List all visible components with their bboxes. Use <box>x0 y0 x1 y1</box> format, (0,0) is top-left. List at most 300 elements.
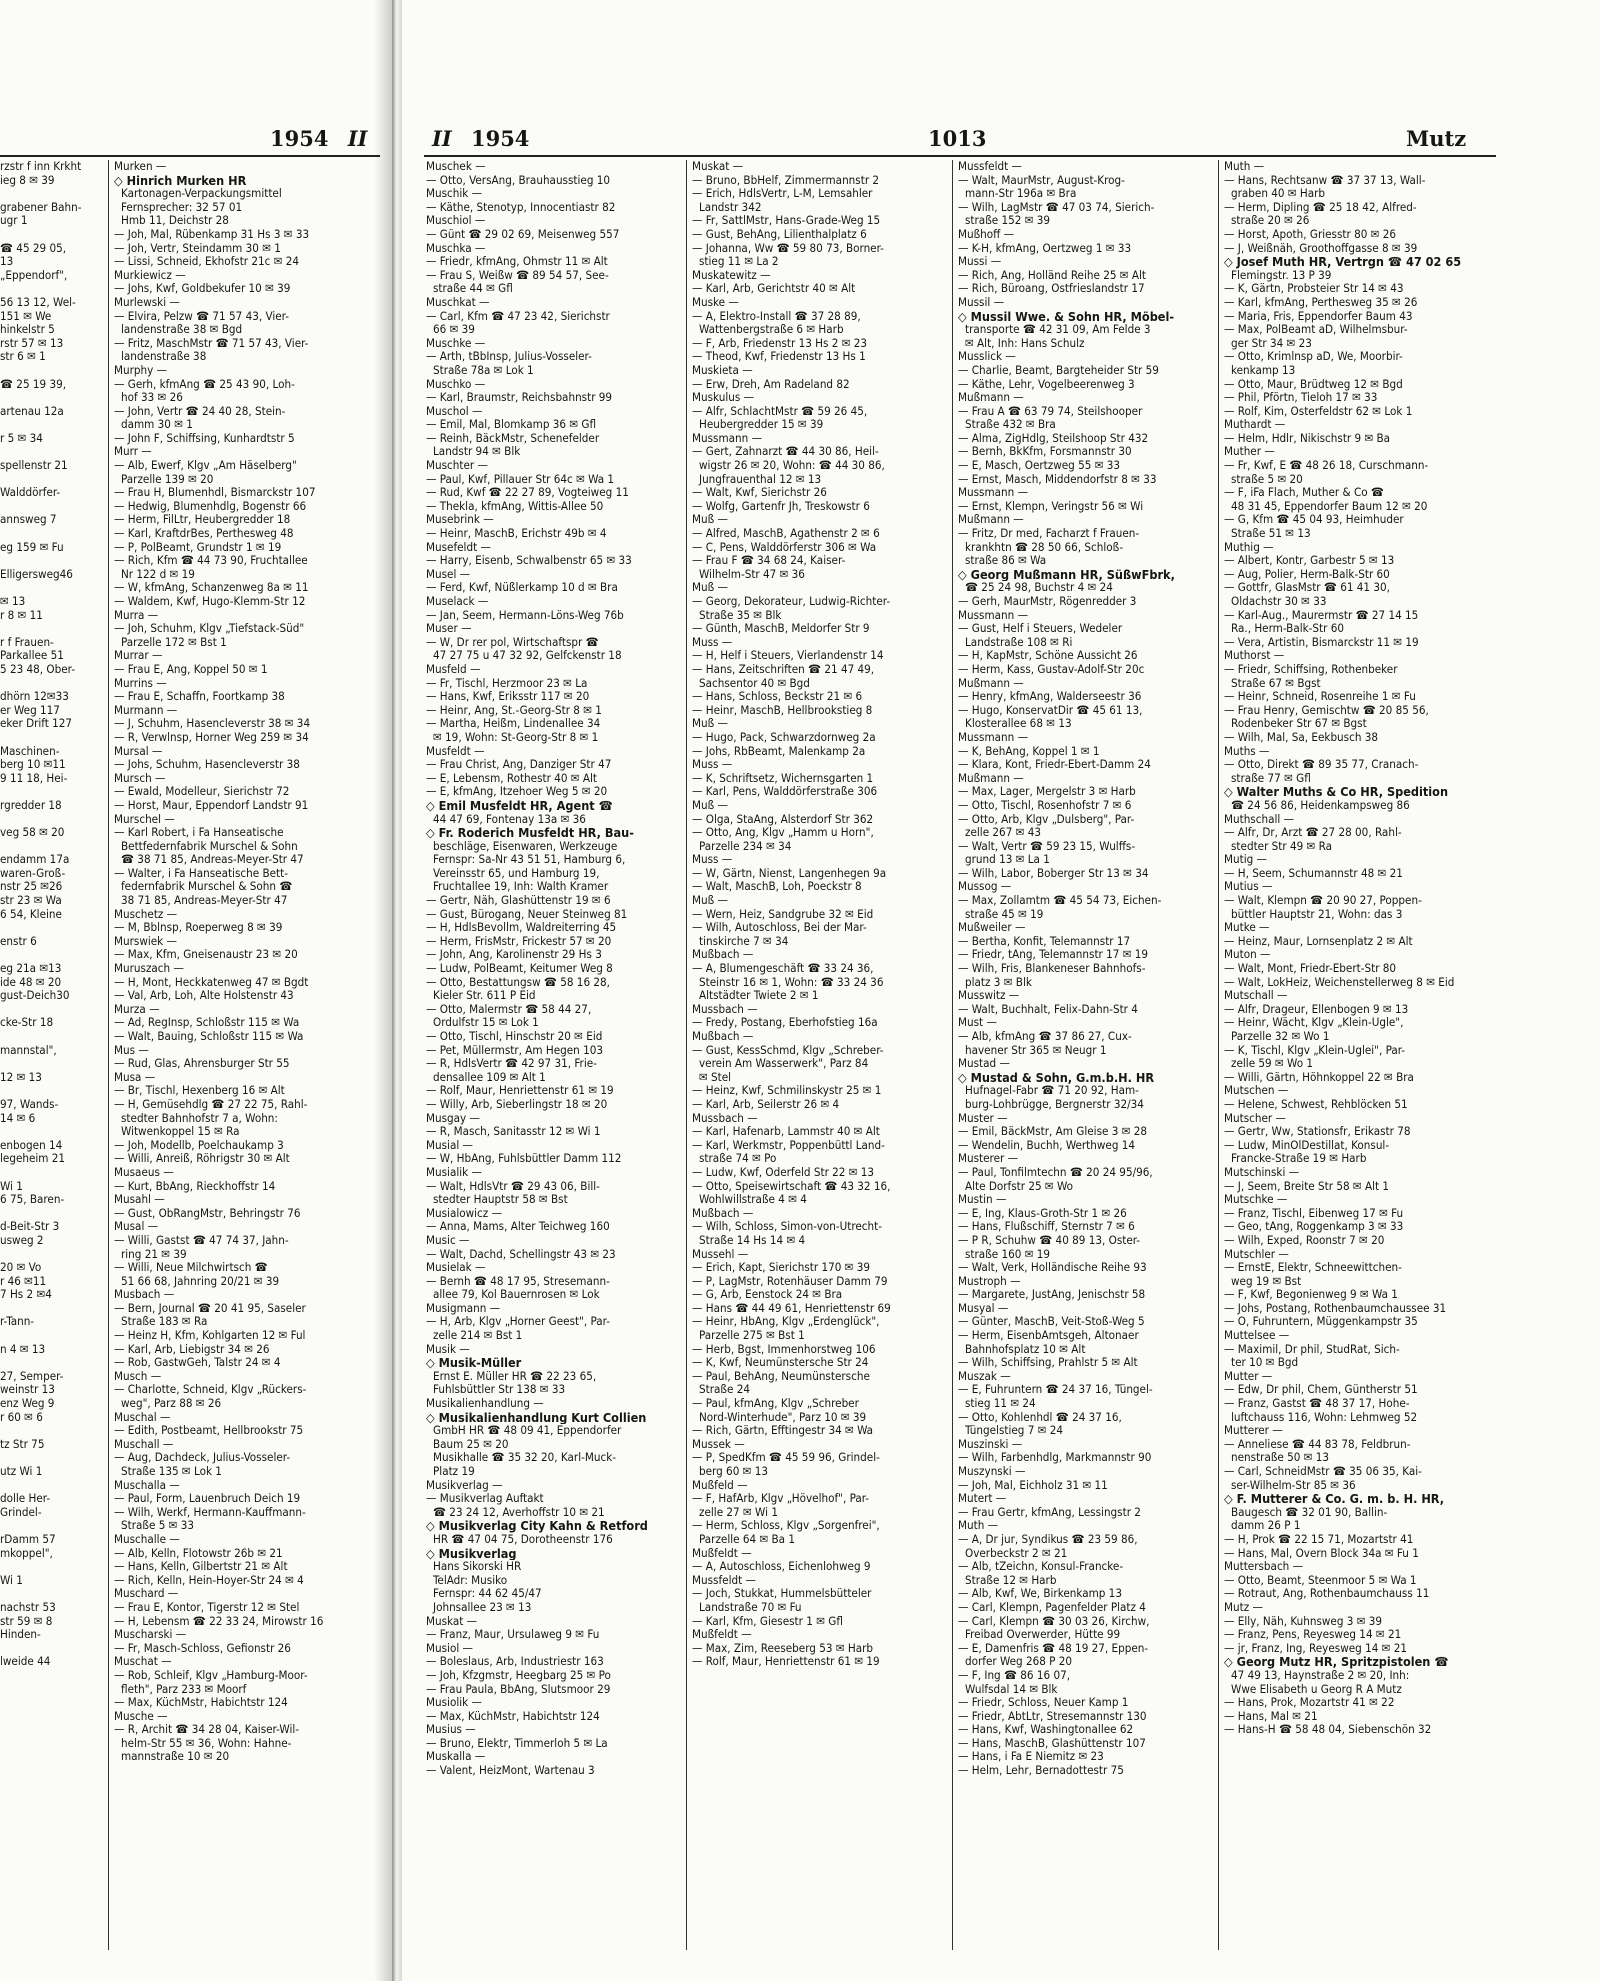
directory-line: — Willi, Gärtn, Höhnkoppel 22 ✉ Bra <box>1224 1070 1414 1084</box>
surname-heading: Muss — <box>692 758 733 772</box>
directory-line: — Klara, Kont, Friedr-Ebert-Damm 24 <box>958 758 1151 772</box>
surname-heading: Musslick — <box>958 350 1016 364</box>
directory-line: beschläge, Eisenwaren, Werkzeuge <box>433 839 618 853</box>
directory-line <box>0 445 82 459</box>
directory-line <box>0 1519 82 1533</box>
directory-line: — G, Kfm ☎ 45 04 93, Heimhuder <box>1224 513 1404 527</box>
directory-line: — Rud, Kwf ☎ 22 27 89, Vogteiweg 11 <box>426 486 629 500</box>
directory-line: — M, Bblnsp, Roeperweg 8 ✉ 39 <box>114 921 283 935</box>
surname-heading: Murkiewicz — <box>114 268 186 282</box>
directory-line: grund 13 ✉ La 1 <box>965 853 1050 867</box>
surname-heading: Mußfeldt — <box>692 1546 752 1560</box>
directory-line: — W, kfmAng, Schanzenweg 8a ✉ 11 <box>114 581 309 595</box>
directory-line: Steinstr 16 ✉ 1, Wohn: ☎ 33 24 36 <box>699 975 884 989</box>
directory-line: — Theod, Kwf, Friedenstr 13 Hs 1 <box>692 350 866 364</box>
surname-heading: Musgay — <box>426 1111 480 1125</box>
directory-line: — Johs, Postang, Rothenbaumchaussee 31 <box>1224 1301 1447 1315</box>
surname-heading: Muszak — <box>958 1369 1011 1383</box>
surname-heading: Muss — <box>692 635 733 649</box>
directory-line: Fernspr: Sa-Nr 43 51 51, Hamburg 6, <box>433 853 626 867</box>
directory-line: — Karl, Kfm, Giesestr 1 ✉ Gfl <box>692 1614 843 1628</box>
directory-line: Wulfsdal 14 ✉ Blk <box>965 1682 1058 1696</box>
directory-line: — Horst, Maur, Eppendorf Landstr 91 <box>114 798 309 812</box>
directory-line: spellenstr 21 <box>0 458 68 473</box>
directory-line: — jr, Franz, Ing, Reyesweg 14 ✉ 21 <box>1224 1641 1407 1655</box>
surname-heading: Murlewski — <box>114 295 180 309</box>
directory-line: ☎ 25 24 98, Buchstr 4 ✉ 24 <box>965 581 1113 595</box>
directory-line: — J, Schuhm, Hasencleverstr 38 ✉ 34 <box>114 717 311 731</box>
directory-line: 5 23 48, Ober- <box>0 661 75 676</box>
surname-heading: Mußhoff — <box>958 227 1015 241</box>
directory-line: — Frau A ☎ 63 79 74, Steilshooper <box>958 404 1143 418</box>
surname-heading: Murza — <box>114 1002 160 1016</box>
directory-line: — Fr, Kwf, E ☎ 48 26 18, Curschmann- <box>1224 459 1429 473</box>
right-header-rule <box>424 155 1496 157</box>
directory-line: — Wilh, Mal, Sa, Eekbusch 38 <box>1224 730 1379 744</box>
directory-line: Landstr 94 ✉ Blk <box>433 445 521 459</box>
surname-heading: Musyal — <box>958 1301 1009 1315</box>
surname-heading: Mussil — <box>958 295 1005 309</box>
directory-line: — P, SpedKfm ☎ 45 59 96, Grindel- <box>692 1451 880 1465</box>
directory-line: — Heinz H, Kfm, Kohlgarten 12 ✉ Ful <box>114 1329 306 1343</box>
surname-heading: Muschter — <box>426 459 488 473</box>
directory-line: — E, Damenfris ☎ 48 19 27, Eppen- <box>958 1641 1149 1655</box>
directory-line: dolle Her- <box>0 1491 51 1506</box>
right-page <box>402 0 1600 1981</box>
directory-line: — Gust, Helf i Steuers, Wedeler <box>958 622 1123 636</box>
directory-line <box>0 1084 82 1098</box>
directory-line: Musikhalle ☎ 35 32 20, Karl-Muck- <box>433 1451 617 1465</box>
directory-line: rDamm 57 <box>0 1531 56 1546</box>
directory-line: — Maria, Fris, Eppendorfer Baum 43 <box>1224 309 1413 323</box>
surname-heading: Mutschke — <box>1224 1193 1288 1207</box>
directory-line: 66 ✉ 39 <box>433 323 475 337</box>
directory-line: fleth", Parz 233 ✉ Moorf <box>121 1682 247 1696</box>
directory-line: — Karl, Arb, Seilerstr 26 ✉ 4 <box>692 1097 840 1111</box>
directory-column-4 <box>1224 160 1488 1960</box>
surname-heading: Murswiek — <box>114 934 177 948</box>
directory-line: — Elly, Näh, Kuhnsweg 3 ✉ 39 <box>1224 1614 1383 1628</box>
directory-line: — Karl-Aug., Maurermstr ☎ 27 14 15 <box>1224 608 1419 622</box>
directory-line: Nr 122 d ✉ 19 <box>121 567 195 581</box>
directory-line: — Herm, Schloss, Klgv „Sorgenfrei", <box>692 1519 880 1533</box>
business-entry: ◇ Musik-Müller <box>426 1356 522 1370</box>
directory-line: grabener Bahn- <box>0 199 82 214</box>
directory-line <box>0 731 82 745</box>
directory-line: kenkamp 13 <box>1231 363 1296 377</box>
directory-line: — Olga, StaAng, Alsterdorf Str 362 <box>692 812 874 826</box>
directory-line: gust-Deich30 <box>0 988 70 1003</box>
directory-line: 48 31 45, Eppendorfer Baum 12 ✉ 20 <box>1231 499 1428 513</box>
directory-line: — K-H, kfmAng, Oertzweg 1 ✉ 33 <box>958 241 1132 255</box>
surname-heading: Mutke — <box>1224 921 1270 935</box>
directory-line: — Frau E, Kontor, Tigerstr 12 ✉ Stel <box>114 1600 300 1614</box>
directory-line: — Walt, Vertr ☎ 59 23 15, Wulffs- <box>958 839 1136 853</box>
directory-line <box>0 187 82 201</box>
directory-line: — H, Lebensm ☎ 22 33 24, Mirowstr 16 <box>114 1614 324 1628</box>
directory-line: Sachsentor 40 ✉ Bgd <box>699 676 810 690</box>
directory-line: — Wilh, Autoschloss, Bei der Mar- <box>692 921 867 935</box>
directory-line: Oldachstr 30 ✉ 33 <box>1231 595 1327 608</box>
directory-line: — Willy, Arb, Sieberlingstr 18 ✉ 20 <box>426 1097 608 1111</box>
surname-heading: Mußmann — <box>958 513 1024 527</box>
directory-line: Alte Dorfstr 25 ✉ Wo <box>965 1179 1073 1193</box>
directory-line <box>0 418 82 432</box>
directory-line: — Wilh, Schiffsing, Prahlstr 5 ✉ Alt <box>958 1356 1138 1370</box>
business-entry: ◇ Fr. Roderich Musfeldt HR, Bau- <box>426 826 634 840</box>
directory-line: — Gottfr, GlasMstr ☎ 61 41 30, <box>1224 581 1390 595</box>
directory-line: — Bern, Journal ☎ 20 41 95, Saseler <box>114 1301 306 1315</box>
directory-line <box>0 948 82 962</box>
directory-line: 38 71 85, Andreas-Meyer-Str 47 <box>121 894 288 908</box>
directory-line: — Wolfg, Gartenfr Jh, Treskowstr 6 <box>692 499 870 513</box>
directory-line <box>0 1057 82 1071</box>
directory-line <box>0 282 82 296</box>
directory-line: — Walt, Klempn ☎ 20 90 27, Poppen- <box>1224 894 1422 908</box>
directory-line: — Franz, Tischl, Eibenweg 17 ✉ Fu <box>1224 1206 1404 1220</box>
directory-line: mannstraße 10 ✉ 20 <box>121 1750 230 1764</box>
directory-line: 12 ✉ 13 <box>0 1069 42 1084</box>
directory-line: ger Str 34 ✉ 23 <box>1231 336 1312 350</box>
right-year: 1954 <box>470 126 530 151</box>
directory-line: — Karl, KraftdrBes, Perthesweg 48 <box>114 527 294 541</box>
directory-line: — Paul, BehAng, Neumünstersche <box>692 1369 870 1383</box>
directory-line: ☎ 23 24 12, Averhoffstr 10 ✉ 21 <box>433 1505 605 1519</box>
directory-line: — Karl, Pens, Walddörferstraße 306 <box>692 785 878 799</box>
directory-line: — Ewald, Modelleur, Sierichstr 72 <box>114 785 290 799</box>
directory-line: — Fr, Masch-Schloss, Gefionstr 26 <box>114 1641 291 1655</box>
directory-line <box>0 840 82 854</box>
directory-line: ring 21 ✉ 39 <box>121 1247 187 1261</box>
directory-line: — R, HdlsVertr ☎ 42 97 31, Frie- <box>426 1057 597 1071</box>
directory-line: — Boleslaus, Arb, Industriestr 163 <box>426 1655 604 1669</box>
directory-line: — Kurt, BbAng, Rieckhoffstr 14 <box>114 1179 276 1193</box>
directory-line <box>0 921 82 935</box>
directory-line: Rodenbeker Str 67 ✉ Bgst <box>1231 717 1367 731</box>
directory-line: enz Weg 9 <box>0 1396 55 1411</box>
directory-line: straße 152 ✉ 39 <box>965 214 1051 228</box>
directory-line: — Otto, Speisewirtschaft ☎ 43 32 16, <box>692 1179 891 1193</box>
directory-line: damm 26 P 1 <box>1231 1519 1301 1533</box>
directory-line: — Günth, MaschB, Meldorfer Str 9 <box>692 622 870 636</box>
directory-line <box>0 1424 82 1438</box>
surname-heading: Muschek — <box>426 160 486 173</box>
directory-line: wigstr 26 ✉ 20, Wohn: ☎ 44 30 86, <box>699 459 885 473</box>
directory-line: — E, Fuhruntern ☎ 24 37 16, Tüngel- <box>958 1383 1153 1397</box>
directory-line: — Helm, Hdlr, Nikischstr 9 ✉ Ba <box>1224 431 1391 445</box>
directory-line: ter 10 ✉ Bgd <box>1231 1356 1299 1370</box>
directory-line <box>0 1248 82 1262</box>
directory-line: 14 ✉ 6 <box>0 1110 36 1125</box>
directory-line: r-Tann- <box>0 1314 35 1329</box>
directory-line: — Max, Lager, Mergelstr 3 ✉ Harb <box>958 785 1136 799</box>
surname-heading: Muskulus — <box>692 391 755 405</box>
directory-line: — F, Kwf, Begonienweg 9 ✉ Wa 1 <box>1224 1288 1398 1302</box>
directory-line: — P, PolBeamt, Grundstr 1 ✉ 19 <box>114 540 282 554</box>
directory-line: Parzelle 32 ✉ Wo 1 <box>1231 1030 1330 1043</box>
directory-line: — Alfr, Drageur, Ellenbogen 9 ✉ 13 <box>1224 1002 1409 1016</box>
directory-line: 151 ✉ We <box>0 308 52 323</box>
directory-line: enbogen 14 <box>0 1137 63 1152</box>
directory-line: — Fr, Tischl, Herzmoor 23 ✉ La <box>426 676 588 690</box>
directory-line: — Wendelin, Buchh, Werthweg 14 <box>958 1138 1136 1152</box>
directory-line: — Vera, Artistin, Bismarckstr 11 ✉ 19 <box>1224 635 1419 649</box>
directory-line: GmbH HR ☎ 48 09 41, Eppendorfer <box>433 1424 622 1438</box>
directory-line: — Edith, Postbeamt, Hellbrookstr 75 <box>114 1424 304 1438</box>
directory-line: Flemingstr. 13 P 39 <box>1231 268 1332 282</box>
directory-line: — Alb, Kelln, Flotowstr 26b ✉ 21 <box>114 1546 283 1560</box>
directory-line: tz Str 75 <box>0 1436 45 1451</box>
directory-line: — Phil, Pförtn, Tieloh 17 ✉ 33 <box>1224 391 1378 405</box>
directory-line: Straße 67 ✉ Bgst <box>1231 676 1321 690</box>
directory-line: — Joch, Stukkat, Hummelsbütteler <box>692 1587 872 1601</box>
directory-line: — K, Kwf, Neumünstersche Str 24 <box>692 1356 869 1370</box>
surname-heading: Must — <box>958 1016 997 1030</box>
directory-line: Hmb 11, Deichstr 28 <box>121 214 229 228</box>
surname-heading: Mussek — <box>692 1437 745 1451</box>
directory-line: — Rolf, Maur, Henriettenstr 61 ✉ 19 <box>426 1084 614 1098</box>
directory-line: — Friedr, Schloss, Neuer Kamp 1 <box>958 1696 1129 1710</box>
surname-heading: Muttelsee — <box>1224 1329 1290 1343</box>
directory-line: eg 159 ✉ Fu <box>0 539 64 554</box>
surname-heading: Muß — <box>692 717 728 731</box>
directory-line: Wwe Elisabeth u Georg R A Mutz <box>1231 1682 1402 1696</box>
directory-line: — Walt, Buchhalt, Felix-Dahn-Str 4 <box>958 1002 1138 1016</box>
directory-line: — Johs, Schuhm, Hasencleverstr 38 <box>114 758 300 772</box>
surname-heading: Musch — <box>114 1369 162 1383</box>
directory-line: — Heinr, Ang, St.-Georg-Str 8 ✉ 1 <box>426 703 602 717</box>
directory-line: — Walt, Bauing, Schloßstr 115 ✉ Wa <box>114 1030 304 1043</box>
directory-line: straße 5 ✉ 20 <box>1231 472 1303 486</box>
directory-line: annsweg 7 <box>0 512 57 527</box>
directory-line: — J, Seem, Breite Str 58 ✉ Alt 1 <box>1224 1179 1390 1193</box>
directory-line: — K, BehAng, Koppel 1 ✉ 1 <box>958 744 1100 758</box>
surname-heading: Musebrink — <box>426 513 494 527</box>
directory-line: — H, Gemüsehdlg ☎ 27 22 75, Rahl- <box>114 1097 308 1111</box>
directory-line: Kieler Str. 611 P Eid <box>433 989 536 1003</box>
directory-line: — R, Masch, Sanitasstr 12 ✉ Wi 1 <box>426 1125 601 1139</box>
directory-line <box>0 228 82 242</box>
directory-line <box>0 785 82 799</box>
directory-line: Johnsallee 23 ✉ 13 <box>433 1600 532 1614</box>
directory-line: — Ludw, PolBeamt, Keitumer Weg 8 <box>426 962 613 976</box>
directory-line <box>0 1329 82 1343</box>
directory-line: — Otto, Direkt ☎ 89 35 77, Cranach- <box>1224 758 1419 772</box>
surname-heading: Mutius — <box>1224 880 1273 894</box>
surname-heading: Musialowicz — <box>426 1206 502 1220</box>
directory-line: ✉ Alt, Inh: Hans Schulz <box>965 336 1085 350</box>
directory-line: — Hans, MaschB, Glashüttenstr 107 <box>958 1736 1146 1750</box>
surname-heading: Mustad — <box>958 1057 1010 1071</box>
directory-line: straße 20 ✉ 26 <box>1231 214 1310 228</box>
directory-line: — Helm, Lehr, Bernadottestr 75 <box>958 1764 1124 1778</box>
directory-line: — Rich, Büroang, Ostfrieslandstr 17 <box>958 282 1145 296</box>
directory-line: — Margarete, JustAng, Jenischstr 58 <box>958 1288 1146 1302</box>
directory-line: d-Beit-Str 3 <box>0 1219 60 1234</box>
directory-line: weg 19 ✉ Bst <box>1231 1274 1302 1288</box>
directory-line <box>0 813 82 827</box>
directory-line: 97, Wands- <box>0 1096 59 1111</box>
directory-line: — Alb, kfmAng ☎ 37 86 27, Cux- <box>958 1030 1132 1043</box>
surname-heading: Muss — <box>692 853 733 867</box>
directory-line: mannstal", <box>0 1042 57 1057</box>
directory-line: — Hugo, KonservatDir ☎ 45 61 13, <box>958 703 1143 717</box>
directory-line: str 59 ✉ 8 <box>0 1613 53 1628</box>
directory-line: — F, Ing ☎ 86 16 07, <box>958 1668 1071 1682</box>
directory-line: — Rich, Kfm ☎ 44 73 90, Fruchtallee <box>114 554 308 568</box>
directory-line: — Rolf, Kim, Osterfeldstr 62 ✉ Lok 1 <box>1224 404 1413 418</box>
directory-line: r 5 ✉ 34 <box>0 430 43 445</box>
directory-line: stieg 11 ✉ La 2 <box>699 255 779 269</box>
surname-heading: Muton — <box>1224 948 1271 962</box>
directory-line: — Heinr, HbAng, Klgv „Erdenglück", <box>692 1315 880 1329</box>
business-entry: ◇ Mussil Wwe. & Sohn HR, Möbel- <box>958 309 1175 324</box>
directory-line: — Emil, BäckMstr, Am Gleise 3 ✉ 28 <box>958 1125 1148 1139</box>
directory-line: — Frau F ☎ 34 68 24, Kaiser- <box>692 554 846 568</box>
directory-line: — Hans, Mal, Overn Block 34a ✉ Fu 1 <box>1224 1546 1419 1560</box>
surname-heading: Muscharski — <box>114 1628 187 1642</box>
surname-heading: Murr — <box>114 445 152 459</box>
directory-line: — Otto, Malermstr ☎ 58 44 27, <box>426 1002 592 1016</box>
directory-line: — Gert, Zahnarzt ☎ 44 30 86, Heil- <box>692 445 879 459</box>
directory-line: — Max, Kfm, Gneisenaustr 23 ✉ 20 <box>114 948 298 962</box>
directory-line: — Ludw, Kwf, Oderfeld Str 22 ✉ 13 <box>692 1165 875 1179</box>
directory-line: — Walt, HdlsVtr ☎ 29 43 06, Bill- <box>426 1179 600 1193</box>
directory-line: nenstraße 50 ✉ 13 <box>1231 1451 1330 1465</box>
directory-line: Hufnagel-Fabr ☎ 71 20 92, Ham- <box>965 1084 1139 1098</box>
directory-line: — P, LagMstr, Rotenhäuser Damm 79 <box>692 1274 888 1288</box>
directory-line: Straße 12 ✉ Harb <box>965 1573 1057 1587</box>
surname-heading: Mussfeldt — <box>692 1573 756 1587</box>
directory-line <box>0 1003 82 1017</box>
directory-line: artenau 12a <box>0 403 64 418</box>
surname-heading: Musal — <box>114 1220 159 1234</box>
surname-heading: Muß — <box>692 798 728 812</box>
directory-line: platz 3 ✉ Blk <box>965 975 1032 989</box>
directory-line: — Gust, ObRangMstr, Behringstr 76 <box>114 1206 301 1220</box>
directory-line: — O, Fuhruntern, Müggenkampstr 35 <box>1224 1315 1418 1329</box>
directory-line: — K, Gärtn, Probsteier Str 14 ✉ 43 <box>1224 282 1404 296</box>
surname-heading: Musche — <box>114 1709 168 1723</box>
directory-line: — Gust, KessSchmd, Klgv „Schreber- <box>692 1043 884 1057</box>
directory-line: — Erw, Dreh, Am Radeland 82 <box>692 377 850 391</box>
directory-line: — Hans, Kwf, Eriksstr 117 ✉ 20 <box>426 690 590 704</box>
directory-line: — Joh, Mal, Rübenkamp 31 Hs 3 ✉ 33 <box>114 227 310 241</box>
surname-heading: Muschol — <box>426 404 483 418</box>
surname-heading: Mussehl — <box>692 1247 749 1261</box>
directory-line: rgredder 18 <box>0 797 62 812</box>
directory-line: Bettfedernfabrik Murschel & Sohn <box>121 839 298 853</box>
directory-line: — Frau E, Ang, Koppel 50 ✉ 1 <box>114 662 268 676</box>
directory-line: — E, kfmAng, Itzehoer Weg 5 ✉ 20 <box>426 785 608 799</box>
directory-line: — Otto, Tischl, Hinschstr 20 ✉ Eid <box>426 1030 603 1043</box>
directory-line: straße 74 ✉ Po <box>699 1152 777 1166</box>
directory-line: — Albert, Kontr, Garbestr 5 ✉ 13 <box>1224 554 1395 568</box>
directory-line: 47 27 75 u 47 32 92, Gelfckenstr 18 <box>433 649 622 663</box>
directory-line: — Frau E, Schaffn, Foortkamp 38 <box>114 690 285 704</box>
directory-line: ✉ Stel <box>699 1070 732 1084</box>
directory-line <box>0 527 82 541</box>
surname-heading: Musbach — <box>114 1288 175 1302</box>
directory-line: — Joh, Schuhm, Klgv „Tiefstack-Süd" <box>114 622 305 636</box>
directory-line: — Bruno, Elektr, Timmerloh 5 ✉ La <box>426 1736 608 1750</box>
surname-heading: Muther — <box>1224 445 1275 459</box>
directory-line: — Bruno, BbHelf, Zimmermannstr 2 <box>692 173 880 187</box>
directory-line: — Karl, kfmAng, Perthesweg 35 ✉ 26 <box>1224 295 1418 309</box>
directory-line: Parzelle 172 ✉ Bst 1 <box>121 635 227 649</box>
directory-line <box>0 1356 82 1370</box>
directory-line: — Aug, Dachdeck, Julius-Vosseler- <box>114 1451 291 1465</box>
directory-line: — Fritz, Dr med, Facharzt f Frauen- <box>958 527 1140 541</box>
directory-line: — Alma, ZigHdlg, Steilshoop Str 432 <box>958 431 1149 445</box>
directory-line: — F, HafArb, Klgv „Hövelhof", Par- <box>692 1492 870 1506</box>
directory-line: — Heinr, MaschB, Erichstr 49b ✉ 4 <box>426 527 607 541</box>
left-page <box>0 0 392 1981</box>
directory-line: — Hugo, Pack, Schwarzdornweg 2a <box>692 730 876 744</box>
directory-line: — Max, Zim, Reeseberg 53 ✉ Harb <box>692 1641 874 1655</box>
directory-line: — Willi, Neue Milchwirtsch ☎ <box>114 1261 268 1275</box>
directory-line: straße 44 ✉ Gfl <box>433 282 513 296</box>
directory-line: Jungfrauenthal 12 ✉ 13 <box>699 472 822 486</box>
directory-line: — R, Verwlnsp, Horner Weg 259 ✉ 34 <box>114 730 309 744</box>
directory-line: mkoppel", <box>0 1545 53 1560</box>
business-entry: ◇ Mustad & Sohn, G.m.b.H. HR <box>958 1070 1155 1085</box>
directory-line: 20 ✉ Vo <box>0 1260 42 1275</box>
surname-heading: Mustroph — <box>958 1274 1021 1288</box>
directory-line: havener Str 365 ✉ Neugr 1 <box>965 1043 1107 1057</box>
directory-line: Fruchtallee 19, Inh: Walth Kramer <box>433 880 609 894</box>
running-head: Mutz <box>1406 126 1467 151</box>
surname-heading: Mußbach — <box>692 1030 754 1043</box>
surname-heading: Muster — <box>958 1111 1008 1125</box>
surname-heading: Muskat — <box>692 160 744 173</box>
directory-line: — H, Arb, Klgv „Horner Geest", Par- <box>426 1315 610 1329</box>
directory-line: Landstr 342 <box>699 200 762 214</box>
directory-line: — Herm, Kass, Gustav-Adolf-Str 20c <box>958 662 1145 676</box>
directory-line: 13 <box>0 254 14 269</box>
directory-line: — G, Arb, Eenstock 24 ✉ Bra <box>692 1288 843 1302</box>
surname-heading: Mutschen — <box>1224 1084 1289 1098</box>
directory-line: — Elvira, Pelzw ☎ 71 57 43, Vier- <box>114 309 289 323</box>
directory-line: — Ernst, Klempn, Veringstr 56 ✉ Wi <box>958 499 1144 513</box>
directory-line: stedter Bahnhofstr 7 a, Wohn: <box>121 1111 278 1125</box>
surname-heading: Mutert — <box>958 1492 1007 1506</box>
surname-heading: Mußbach — <box>692 948 754 962</box>
surname-heading: Muskat — <box>426 1614 478 1628</box>
surname-heading: Musahl — <box>114 1193 165 1207</box>
column-divider <box>1218 160 1219 1950</box>
business-entry: ◇ Musikalienhandlung Kurt Collien <box>426 1410 647 1425</box>
directory-line: rstr 57 ✉ 13 <box>0 335 64 350</box>
surname-heading: Muschall — <box>114 1437 174 1451</box>
directory-line: straße 45 ✉ 19 <box>965 907 1044 921</box>
surname-heading: Musefeldt — <box>426 540 491 554</box>
directory-line: r 60 ✉ 6 <box>0 1409 43 1424</box>
surname-heading: Muselack — <box>426 595 489 608</box>
directory-line: helm-Str 55 ✉ 36, Wohn: Hahne- <box>121 1736 292 1750</box>
page-curl-shadow <box>374 0 392 1981</box>
directory-line: — Johs, RbBeamt, Malenkamp 2a <box>692 744 866 758</box>
directory-line: 44 47 69, Fontenay 13a ✉ 36 <box>433 812 586 826</box>
directory-line: — Hans, Kelln, Gilbertstr 21 ✉ Alt <box>114 1560 288 1574</box>
directory-line: n 4 ✉ 13 <box>0 1341 46 1356</box>
directory-line: ☎ 45 29 05, <box>0 240 67 255</box>
directory-line: — Harry, Eisenb, Schwalbenstr 65 ✉ 33 <box>426 554 632 568</box>
directory-line: stedter Str 49 ✉ Ra <box>1231 839 1332 853</box>
directory-line: — Heinz, Maur, Lornsenplatz 2 ✉ Alt <box>1224 934 1413 948</box>
directory-column-3 <box>958 160 1212 1960</box>
directory-line: — Hedwig, Blumenhdlg, Bogenstr 66 <box>114 499 307 513</box>
